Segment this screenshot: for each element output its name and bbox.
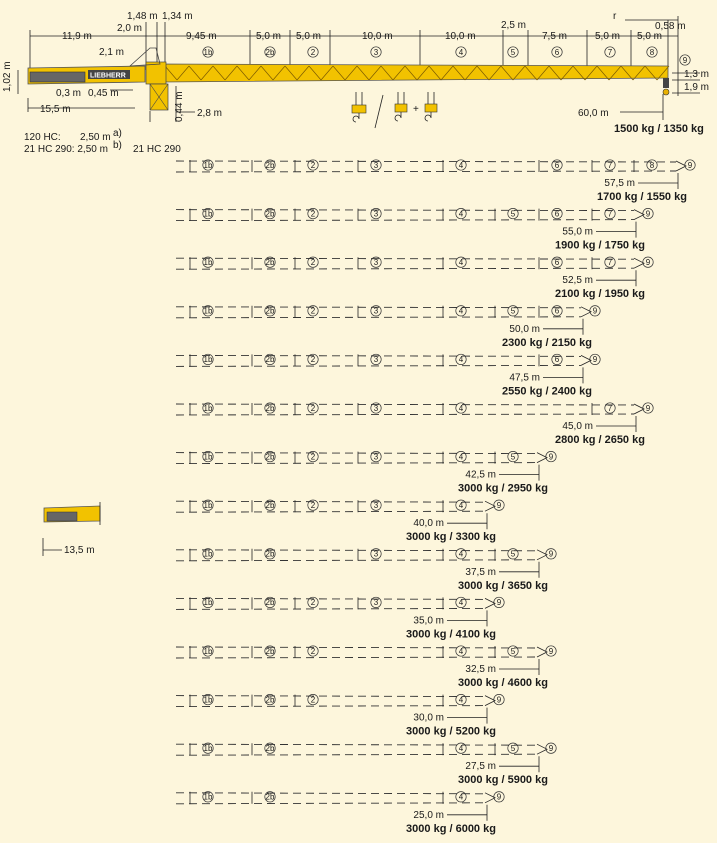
segment-marker-1b-top [203, 47, 213, 57]
segment-label: 2b [265, 403, 275, 413]
short-counter-jib [43, 502, 100, 556]
segment-label: 2b [265, 160, 275, 170]
segment-marker-2-row4 [308, 306, 318, 316]
segment-marker-2-row5 [308, 354, 318, 364]
segment-label: 2b [265, 47, 275, 57]
segment-label: 2b [265, 744, 275, 753]
segment-label: 3 [373, 209, 379, 219]
segment-label: 4 [458, 160, 464, 170]
segment-marker-3-row10 [371, 597, 381, 607]
segment-marker-1b-row13 [203, 743, 213, 753]
load-label: 2550 kg / 2400 kg [502, 385, 592, 398]
segment-marker-1b-row2 [203, 208, 213, 218]
segment-marker-3-row6 [371, 403, 381, 413]
segment-label: 4 [458, 792, 464, 802]
segment-marker-4-row6 [456, 403, 466, 413]
segment-label: 9 [496, 695, 502, 705]
segment-marker-3-top [371, 47, 381, 57]
segment-marker-2b-row7 [265, 451, 275, 461]
radius-label: 30,0 m [413, 712, 444, 724]
radius-label: 42,5 m [465, 469, 496, 481]
brand-logo: LIEBHERR [90, 72, 126, 80]
segment-label: 5 [510, 47, 516, 57]
segment-label: 5 [510, 209, 516, 219]
dim-1-48: 1,48 m [127, 11, 158, 22]
segment-marker-9-row3 [643, 257, 653, 267]
segment-label: 2 [310, 598, 316, 608]
segment-marker-2b-row9 [265, 549, 275, 559]
segment-marker-9-row8 [494, 500, 504, 510]
segment-marker-4-row13 [456, 743, 466, 753]
segment-label: 9 [592, 355, 598, 365]
segment-label: 1b [203, 306, 213, 316]
segment-label: 6 [554, 47, 560, 57]
segment-marker-3-row1 [371, 160, 381, 170]
segment-label: 2 [310, 695, 316, 705]
notes [24, 128, 181, 155]
segment-marker-4-row12 [456, 694, 466, 704]
segment-marker-9-row6 [643, 403, 653, 413]
segment-marker-9-row9 [546, 549, 556, 559]
segment-marker-3-row4 [371, 306, 381, 316]
segment-marker-2b-row12 [265, 694, 275, 704]
segment-label: 5 [510, 646, 516, 656]
segment-label: 2b [265, 501, 275, 510]
segment-marker-9-row5 [590, 354, 600, 364]
segment-label: 9 [496, 792, 502, 802]
segment-marker-9-row1 [685, 160, 695, 170]
load-label: 2300 kg / 2150 kg [502, 336, 592, 349]
jib-config-6 [176, 403, 653, 446]
segment-marker-9-row13 [546, 743, 556, 753]
segment-label: 9 [645, 258, 651, 267]
jib-config-5 [176, 354, 600, 397]
segment-marker-4-row5 [456, 354, 466, 364]
jib-config-14 [176, 792, 504, 835]
segment-marker-1b-row7 [203, 451, 213, 461]
segment-marker-4-row2 [456, 208, 466, 218]
single-hook-icon [352, 92, 366, 122]
segment-label: 4 [458, 306, 464, 316]
radius-label: 35,0 m [413, 615, 444, 627]
segment-marker-4-row7 [456, 451, 466, 461]
segment-marker-7-row1 [605, 160, 615, 170]
segment-label: 3 [373, 501, 379, 510]
dim-5-0c: 5,0 m [595, 31, 621, 42]
dim-7-5: 7,5 m [542, 31, 568, 42]
segment-label: 3 [373, 355, 379, 365]
segment-label: 2b [265, 792, 275, 802]
segment-label: 4 [458, 355, 464, 365]
segment-label: 1b [203, 403, 213, 413]
segment-marker-3-row2 [371, 208, 381, 218]
top-jib-segment-markers [203, 47, 690, 65]
segment-label: 1b [203, 355, 213, 365]
segment-label: 2 [310, 403, 316, 413]
segment-marker-7-row2 [605, 208, 615, 218]
segment-marker-1b-row6 [203, 403, 213, 413]
segment-marker-4-row4 [456, 306, 466, 316]
dim-1-34: 1,34 m [162, 11, 193, 22]
radius-label: 50,0 m [509, 323, 540, 335]
segment-marker-7-row6 [605, 403, 615, 413]
segment-marker-9-row14 [494, 792, 504, 802]
segment-marker-3-row8 [371, 500, 381, 510]
note1-label: 120 HC: [24, 132, 61, 143]
divider-slash [375, 95, 383, 128]
segment-label: 7 [607, 160, 613, 170]
segment-marker-4-row1 [456, 160, 466, 170]
segment-label: 9 [548, 744, 554, 753]
segment-label: 5 [510, 744, 516, 753]
segment-marker-7-row3 [605, 257, 615, 267]
segment-marker-5-row2 [508, 208, 518, 218]
segment-label: 1b [203, 452, 213, 462]
segment-marker-1b-row9 [203, 549, 213, 559]
segment-marker-2b-row3 [265, 257, 275, 267]
segment-marker-2b-row1 [265, 160, 275, 170]
segment-label: 4 [458, 695, 464, 705]
jib-config-12 [176, 694, 504, 737]
segment-marker-2b-row4 [265, 306, 275, 316]
jib-config-11 [176, 646, 556, 689]
segment-label: 6 [554, 258, 560, 267]
dim-r: r [613, 11, 617, 22]
segment-marker-2-row1 [308, 160, 318, 170]
segment-label: 5 [510, 306, 516, 316]
dim-0-45: 0,45 m [88, 88, 119, 99]
segment-label: 6 [554, 306, 560, 316]
load-label: 3000 kg / 5200 kg [406, 725, 496, 738]
segment-label: 4 [458, 47, 464, 57]
segment-marker-9-row12 [494, 694, 504, 704]
segment-marker-6-row3 [552, 257, 562, 267]
segment-label: 1b [203, 792, 213, 802]
segment-label: 2 [310, 452, 316, 462]
segment-marker-4-row11 [456, 646, 466, 656]
jib-config-1 [176, 160, 695, 203]
jib-config-13 [176, 743, 556, 786]
segment-marker-9-row10 [494, 597, 504, 607]
segment-marker-8-top [647, 47, 657, 57]
radius-label: 55,0 m [562, 226, 593, 238]
segment-label: 3 [373, 598, 379, 608]
jib-config-10 [176, 597, 504, 640]
segment-label: 8 [649, 47, 655, 57]
load-label: 2800 kg / 2650 kg [555, 434, 645, 446]
segment-label: 1b [203, 598, 213, 608]
segment-marker-1b-row1 [203, 160, 213, 170]
note1-value: 2,50 m [80, 132, 111, 143]
segment-label: 1b [203, 160, 213, 170]
segment-marker-5-row13 [508, 743, 518, 753]
dim-2-5: 2,5 m [501, 20, 527, 31]
jib-config-3 [176, 257, 653, 300]
dim-15-5: 15,5 m [40, 104, 71, 115]
segment-marker-1b-row12 [203, 694, 213, 704]
segment-label: 9 [496, 501, 502, 510]
segment-marker-2b-row8 [265, 500, 275, 510]
segment-marker-6-row5 [552, 354, 562, 364]
jib-config-8 [176, 500, 504, 543]
dim-60-0: 60,0 m [578, 108, 609, 119]
load-label: 3000 kg / 6000 kg [406, 822, 496, 835]
segment-marker-5-row11 [508, 646, 518, 656]
jib-config-4 [176, 306, 600, 349]
segment-marker-1b-row14 [203, 792, 213, 802]
segment-marker-7-top [605, 47, 615, 57]
segment-marker-4-row14 [456, 792, 466, 802]
segment-marker-9-row4 [590, 306, 600, 316]
note2-label: 21 HC 290: 2,50 m [24, 144, 108, 155]
segment-label: 1b [203, 646, 213, 656]
segment-label: 2 [310, 501, 316, 510]
load-label: 3000 kg / 2950 kg [458, 482, 548, 495]
segment-marker-2b-top [265, 47, 275, 57]
dim-0-58: 0,58 m [655, 21, 686, 32]
dim-5-0a: 5,0 m [256, 31, 282, 42]
segment-marker-9-top [680, 55, 690, 65]
load-label: 3000 kg / 3300 kg [406, 531, 496, 544]
segment-label: 1b [203, 549, 213, 559]
load-label: 3000 kg / 3650 kg [458, 579, 548, 592]
segment-label: 4 [458, 209, 464, 219]
model-label: 21 HC 290 [133, 144, 181, 155]
segment-label: 6 [554, 209, 560, 219]
segment-label: 2b [265, 598, 275, 608]
segment-marker-4-row3 [456, 257, 466, 267]
load-label: 1700 kg / 1550 kg [597, 191, 687, 203]
segment-label: 9 [548, 646, 554, 656]
dim-1-3: 1,3 m [684, 69, 710, 80]
load-label: 2100 kg / 1950 kg [555, 288, 645, 301]
segment-label: 1b [203, 501, 213, 510]
dim-9-45: 9,45 m [186, 31, 217, 42]
segment-label: 4 [458, 598, 464, 608]
dim-10-0a: 10,0 m [362, 31, 393, 42]
segment-marker-2-row6 [308, 403, 318, 413]
segment-label: 2 [310, 209, 316, 219]
segment-marker-1b-row3 [203, 257, 213, 267]
segment-marker-5-row9 [508, 549, 518, 559]
segment-marker-4-row8 [456, 500, 466, 510]
load-label: 3000 kg / 4600 kg [458, 677, 548, 689]
segment-marker-4-top [456, 47, 466, 57]
segment-label: 4 [458, 549, 464, 559]
segment-label: 2 [310, 258, 316, 267]
dim-13-5: 13,5 m [64, 545, 95, 556]
segment-marker-9-row2 [643, 208, 653, 218]
dim-11-9: 11,9 m [62, 31, 92, 42]
radius-label: 57,5 m [604, 178, 635, 189]
segment-marker-4-row10 [456, 597, 466, 607]
segment-label: 9 [496, 598, 502, 608]
segment-label: 3 [373, 452, 379, 462]
dim-1-9: 1,9 m [684, 82, 710, 93]
segment-label: 9 [645, 403, 651, 413]
radius-label: 45,0 m [562, 421, 593, 432]
segment-marker-1b-row5 [203, 354, 213, 364]
segment-marker-3-row3 [371, 257, 381, 267]
radius-label: 25,0 m [413, 809, 444, 821]
segment-marker-2b-row6 [265, 403, 275, 413]
segment-label: 3 [373, 549, 379, 559]
segment-marker-3-row7 [371, 451, 381, 461]
jib-configurations [176, 160, 695, 835]
segment-label: 2 [310, 646, 316, 656]
segment-label: 4 [458, 403, 464, 413]
dim-5-0d: 5,0 m [637, 31, 663, 42]
segment-label: 1b [203, 744, 213, 753]
segment-label: 6 [554, 160, 560, 170]
segment-label: 2b [265, 549, 275, 559]
double-hook-icon [395, 92, 437, 121]
segment-label: 2 [310, 160, 316, 170]
dim-2-1: 2,1 m [99, 47, 125, 58]
radius-label: 52,5 m [562, 275, 593, 287]
segment-marker-2-row2 [308, 208, 318, 218]
segment-label: 7 [607, 403, 613, 413]
segment-label: 7 [607, 47, 613, 57]
segment-marker-3-row9 [371, 549, 381, 559]
segment-label: 5 [510, 549, 516, 559]
radius-label: 32,5 m [465, 664, 496, 675]
segment-marker-2-top [308, 47, 318, 57]
segment-marker-2b-row10 [265, 597, 275, 607]
segment-marker-5-top [508, 47, 518, 57]
segment-marker-6-row1 [552, 160, 562, 170]
segment-label: 3 [373, 160, 379, 170]
jib-config-7 [176, 451, 556, 494]
segment-label: 2b [265, 306, 275, 316]
segment-marker-2-row10 [308, 597, 318, 607]
radius-label: 37,5 m [465, 566, 496, 578]
segment-marker-2b-row5 [265, 354, 275, 364]
segment-label: 3 [373, 258, 379, 267]
segment-marker-2-row12 [308, 694, 318, 704]
segment-marker-2b-row11 [265, 646, 275, 656]
dim-2-0: 2,0 m [117, 23, 143, 34]
segment-label: 4 [458, 646, 464, 656]
segment-marker-8-row1 [647, 160, 657, 170]
segment-label: 2b [265, 355, 275, 365]
segment-label: 2 [310, 306, 316, 316]
segment-label: 1b [203, 695, 213, 705]
segment-label: 1b [203, 209, 213, 219]
segment-marker-5-row4 [508, 306, 518, 316]
segment-marker-1b-row10 [203, 597, 213, 607]
segment-marker-1b-row4 [203, 306, 213, 316]
segment-marker-1b-row8 [203, 500, 213, 510]
segment-label: 9 [687, 160, 693, 170]
jib-config-9 [176, 549, 556, 592]
segment-label: 3 [373, 306, 379, 316]
segment-label: 2b [265, 209, 275, 219]
segment-marker-4-row9 [456, 549, 466, 559]
note2-sup: b) [113, 140, 122, 151]
main-jib [28, 48, 669, 110]
segment-label: 9 [548, 452, 554, 462]
segment-label: 7 [607, 258, 613, 267]
segment-label: 4 [458, 258, 464, 267]
top-load-label: 1500 kg / 1350 kg [614, 123, 704, 135]
dim-0-44: 0,44 m [174, 91, 185, 122]
segment-marker-2-row8 [308, 500, 318, 510]
segment-label: 2 [310, 47, 316, 57]
segment-label: 4 [458, 501, 464, 510]
load-label: 3000 kg / 5900 kg [458, 774, 548, 787]
segment-label: 3 [373, 47, 379, 57]
segment-marker-9-row7 [546, 451, 556, 461]
plus-sign: + [413, 104, 419, 115]
segment-label: 7 [607, 209, 613, 219]
segment-label: 9 [682, 55, 688, 65]
segment-marker-3-row5 [371, 354, 381, 364]
segment-label: 1b [203, 258, 213, 267]
segment-label: 2b [265, 646, 275, 656]
segment-marker-1b-row11 [203, 646, 213, 656]
segment-marker-6-top [552, 47, 562, 57]
segment-marker-6-row4 [552, 306, 562, 316]
segment-label: 2b [265, 258, 275, 267]
load-label: 1900 kg / 1750 kg [555, 239, 645, 252]
segment-label: 9 [645, 209, 651, 219]
segment-marker-2b-row2 [265, 208, 275, 218]
segment-label: 3 [373, 403, 379, 413]
segment-label: 4 [458, 744, 464, 753]
segment-marker-2-row3 [308, 257, 318, 267]
hook-icons [352, 92, 437, 128]
segment-label: 2b [265, 695, 275, 705]
segment-marker-2-row7 [308, 451, 318, 461]
dim-1-02: 1,02 m [2, 61, 13, 92]
segment-marker-6-row2 [552, 208, 562, 218]
segment-marker-2b-row13 [265, 743, 275, 753]
dim-0-3: 0,3 m [56, 88, 82, 99]
load-label: 3000 kg / 4100 kg [406, 628, 496, 641]
radius-label: 40,0 m [413, 518, 444, 530]
segment-marker-2b-row14 [265, 792, 275, 802]
segment-label: 2b [265, 452, 275, 462]
dim-2-8: 2,8 m [197, 108, 223, 119]
segment-marker-9-row11 [546, 646, 556, 656]
note1-sup: a) [113, 128, 122, 139]
segment-marker-2-row11 [308, 646, 318, 656]
segment-label: 8 [649, 160, 655, 170]
dim-10-0b: 10,0 m [445, 31, 476, 42]
segment-marker-5-row7 [508, 451, 518, 461]
segment-label: 2 [310, 355, 316, 365]
segment-label: 5 [510, 452, 516, 462]
segment-label: 9 [548, 549, 554, 559]
segment-label: 1b [203, 47, 213, 57]
segment-label: 4 [458, 452, 464, 462]
radius-label: 27,5 m [465, 761, 496, 773]
segment-label: 9 [592, 306, 598, 316]
radius-label: 47,5 m [509, 372, 540, 384]
dim-5-0b: 5,0 m [296, 31, 322, 42]
segment-label: 6 [554, 355, 560, 365]
jib-config-2 [176, 208, 653, 251]
